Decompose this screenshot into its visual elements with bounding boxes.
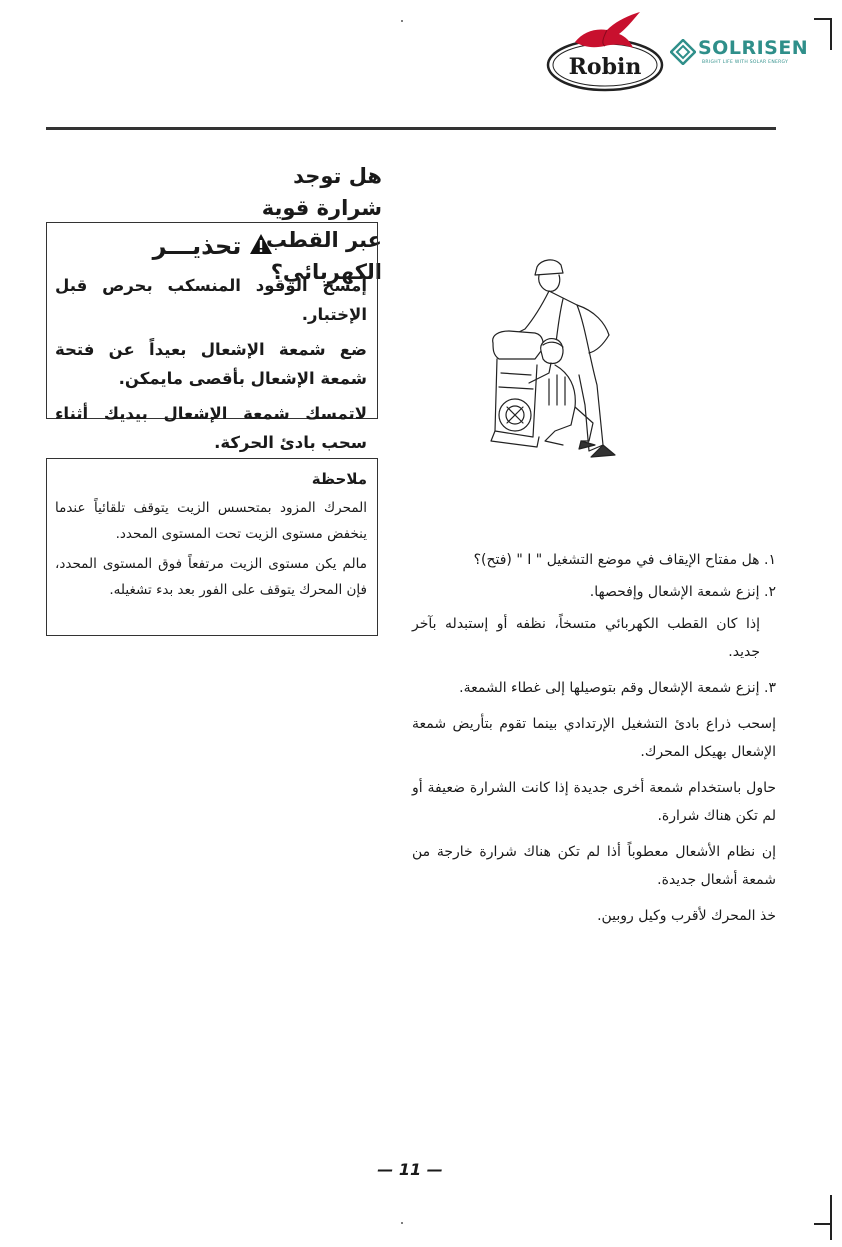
troubleshooting-steps <box>412 546 776 938</box>
step-item: حاول باستخدام شمعة أخرى جديدة إذا كانت الشرارة ضعيفة أو لم تكن هناك شرارة. <box>412 780 776 824</box>
step-item: ٢. إنزع شمعة الإشعال وإفحصها. <box>589 584 776 600</box>
warning-body <box>55 271 367 463</box>
warning-heading-text: تحذيـــر <box>152 232 242 260</box>
header-rule <box>46 127 776 130</box>
warning-triangle-icon <box>249 230 273 264</box>
crop-mark-top-right-h <box>814 18 831 20</box>
solrisen-logo <box>668 36 823 70</box>
engine-inspection-illustration <box>485 255 625 465</box>
note-box <box>46 458 378 636</box>
warning-paragraph: إمسح الوقود المنسكب بحرص قبل الإختبار. <box>55 276 367 324</box>
step-item: إسحب ذراع بادئ التشغيل الإرتدادي بينما تقوم بتأريض شمعة الإشعال بهيكل المحرك. <box>412 716 776 760</box>
note-paragraph: المحرك المزود بمتحسس الزيت يتوقف تلقائياً عندما ينخفض مستوى الزيت تحت المستوى المحدد. <box>55 500 367 542</box>
brand-left-text: Robin <box>568 54 642 80</box>
step-item: ٣. إنزع شمعة الإشعال وقم بتوصيلها إلى غطاء الشمعة. <box>459 680 776 696</box>
note-body <box>55 495 367 607</box>
registration-dot <box>401 20 403 22</box>
robin-logo <box>545 10 670 92</box>
warning-heading <box>47 229 379 264</box>
brand-right-tagline: BRIGHT LIFE WITH SOLAR ENERGY <box>702 60 789 65</box>
crop-mark-bottom-right-h <box>814 1223 831 1225</box>
step-item: إن نظام الأشعال معطوباً أذا لم تكن هناك شرارة خارجة من شمعة أشعال جديدة. <box>412 844 776 888</box>
step-item: إذا كان القطب الكهربائي متسخاً، نظفه أو إستبدله بآخر جديد. <box>412 616 760 660</box>
warning-paragraph: لاتمسك شمعة الإشعال بيديك أثناء سحب بادئ الحركة. <box>55 404 367 452</box>
crop-mark-top-right-v <box>830 18 832 50</box>
page-number: — 11 — <box>377 1160 443 1179</box>
step-item: خذ المحرك لأقرب وكيل روبين. <box>597 908 776 924</box>
note-paragraph: مالم يكن مستوى الزيت مرتفعاً فوق المستوى المحدد، فإن المحرك يتوقف على الفور بعد بدء تشغيله. <box>55 556 367 598</box>
step-item: ١. هل مفتاح الإيقاف في موضع التشغيل " I " (فتح)؟ <box>473 552 776 568</box>
page-title: هل توجد شرارة قوية عبر القطب الكهربائي؟ <box>261 164 382 284</box>
warning-box <box>46 222 378 452</box>
warning-paragraph: ضع شمعة الإشعال بعيداً عن فتحة شمعة الإشعال بأقصى مايمكن. <box>55 340 367 388</box>
note-heading: ملاحظة <box>311 470 367 488</box>
solrisen-mark-icon <box>670 39 696 65</box>
registration-dot <box>401 1222 403 1224</box>
crop-mark-bottom-right-v <box>830 1195 832 1240</box>
brand-right-text: SOLRISEN <box>698 37 809 59</box>
